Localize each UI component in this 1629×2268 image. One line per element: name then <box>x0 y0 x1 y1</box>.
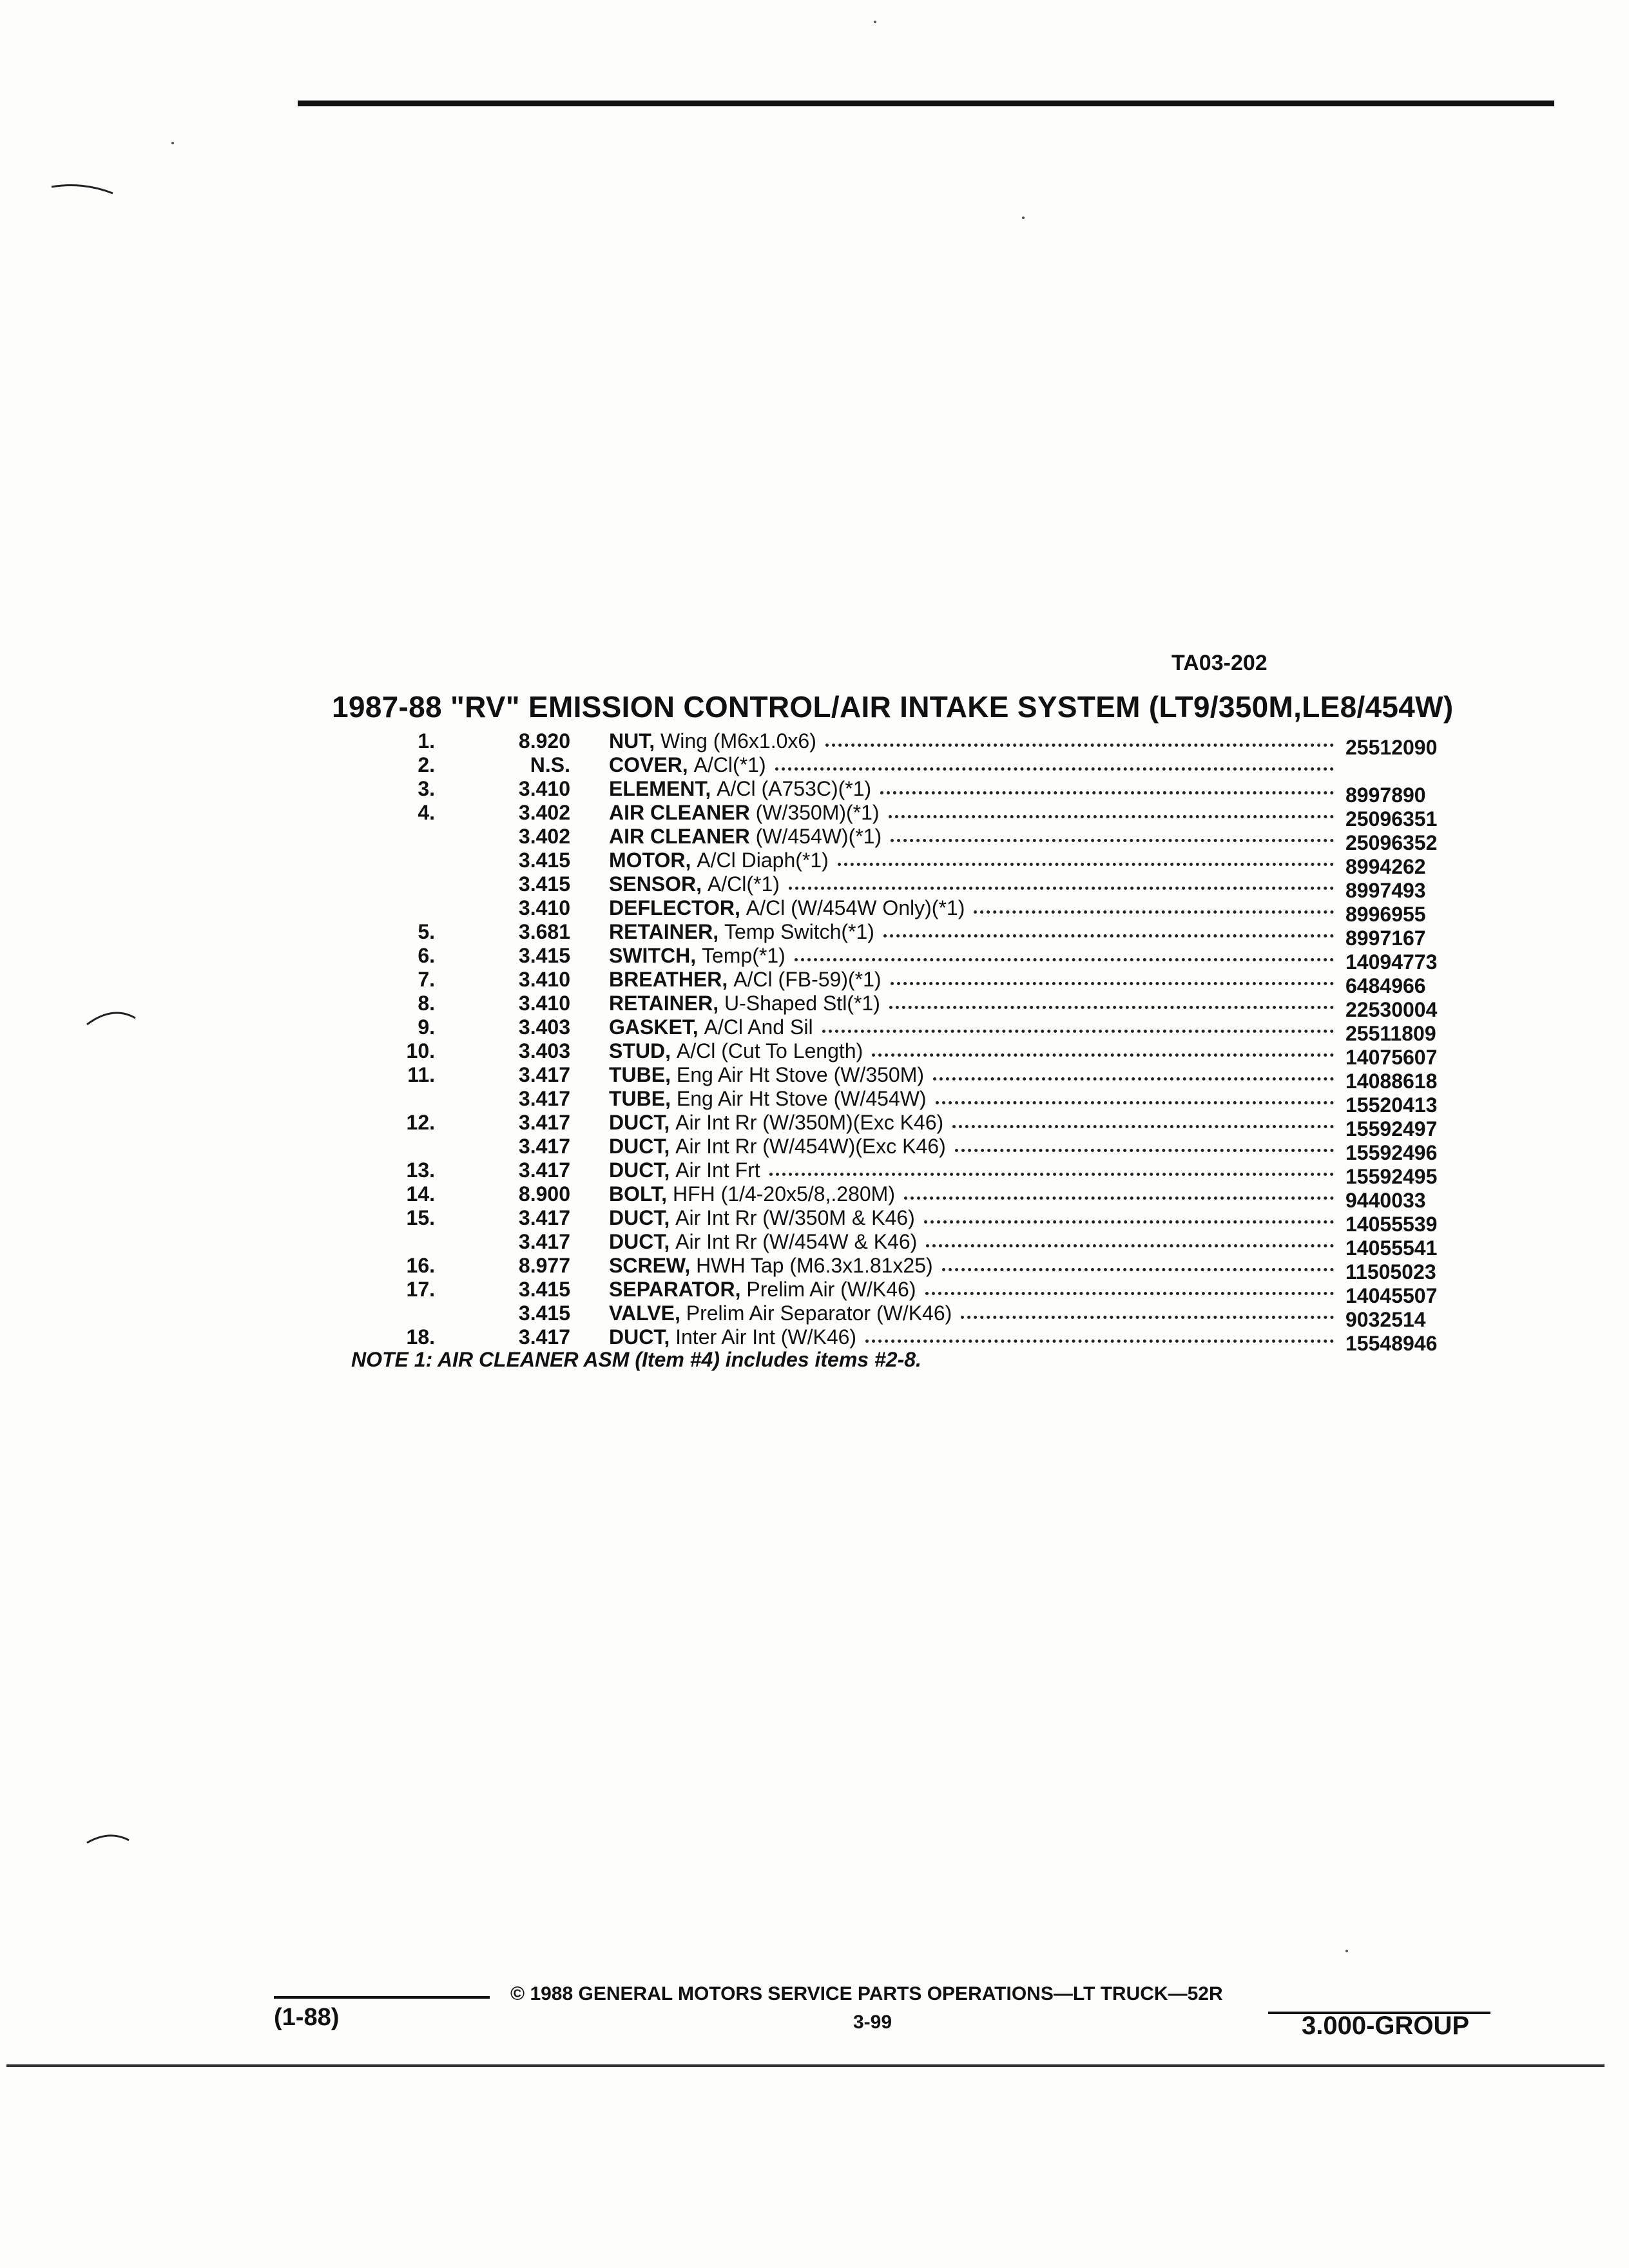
parts-list <box>361 729 1438 1355</box>
part-description <box>609 1015 1334 1039</box>
part-row <box>361 968 1426 997</box>
part-name: BREATHER, <box>609 968 728 991</box>
part-item-number: 15. <box>406 1206 435 1229</box>
part-name: STUD, <box>609 1039 671 1062</box>
part-group-number: 8.900 <box>518 1182 570 1206</box>
footer-group: 3.000-GROUP <box>1302 2012 1470 2040</box>
part-name: DUCT, <box>609 1135 670 1158</box>
dot-leader <box>904 1194 1334 1200</box>
part-row <box>361 944 1438 974</box>
footer-date-code: (1-88) <box>274 2004 340 2031</box>
part-detail: Air Int Rr (W/350M)(Exc K46) <box>675 1111 944 1134</box>
part-row <box>361 1063 1438 1093</box>
part-group-number: 3.415 <box>518 944 570 967</box>
part-detail: A/Cl(*1) <box>693 753 766 776</box>
part-number: 25512090 <box>1345 736 1438 759</box>
scan-speck <box>171 142 174 144</box>
part-description <box>609 1111 1334 1135</box>
part-detail: HWH Tap (M6.3x1.81x25) <box>696 1254 933 1277</box>
part-group-number: 3.410 <box>518 777 570 800</box>
footer-copyright: © 1988 GENERAL MOTORS SERVICE PARTS OPERATIONS—LT TRUCK—52R <box>510 1983 1223 2004</box>
part-row <box>361 849 1426 878</box>
part-detail: Air Int Rr (W/454W & K46) <box>675 1230 918 1253</box>
part-name: SCREW, <box>609 1254 691 1277</box>
part-description <box>609 1158 1334 1182</box>
part-description <box>609 825 1334 849</box>
part-number: 25096352 <box>1345 831 1438 854</box>
part-detail: A/Cl (FB-59)(*1) <box>733 968 882 991</box>
part-item-number: 5. <box>418 920 435 943</box>
dot-leader <box>883 932 1334 937</box>
part-detail: Inter Air Int (W/K46) <box>675 1325 857 1349</box>
part-group-number: 3.415 <box>518 1278 570 1301</box>
footer-rule-left <box>274 1996 490 1999</box>
part-number: 14088618 <box>1345 1070 1438 1093</box>
part-row <box>361 1158 1438 1188</box>
dot-leader <box>789 884 1334 890</box>
part-row <box>361 1230 1438 1260</box>
dot-leader <box>942 1265 1334 1271</box>
dot-leader <box>924 1218 1334 1224</box>
scan-speck <box>1345 1950 1348 1952</box>
part-group-number: 3.417 <box>518 1325 570 1349</box>
part-description <box>609 777 1334 801</box>
part-detail: A/Cl Diaph(*1) <box>697 849 829 872</box>
part-description <box>609 992 1334 1015</box>
part-group-number: 3.415 <box>518 1302 570 1325</box>
dot-leader <box>775 765 1334 771</box>
part-name: GASKET, <box>609 1015 699 1039</box>
part-item-number: 8. <box>418 992 435 1015</box>
part-name: BOLT, <box>609 1182 668 1206</box>
part-detail: Air Int Rr (W/350M & K46) <box>675 1206 915 1229</box>
part-number: 8996955 <box>1345 903 1426 926</box>
part-detail: Air Int Rr (W/454W)(Exc K46) <box>675 1135 946 1158</box>
part-number: 14055541 <box>1345 1236 1438 1260</box>
part-row <box>361 729 1438 759</box>
part-name: TUBE, <box>609 1087 671 1110</box>
part-description <box>609 896 1334 920</box>
part-item-number: 17. <box>406 1278 435 1301</box>
part-detail: Prelim Air (W/K46) <box>746 1278 916 1301</box>
part-name: SEPARATOR, <box>609 1278 741 1301</box>
part-number: 8997890 <box>1345 783 1426 807</box>
part-row <box>361 1254 1436 1283</box>
part-detail: A/Cl(*1) <box>707 872 780 896</box>
part-name: NUT, <box>609 729 655 753</box>
part-number: 15592497 <box>1345 1117 1438 1140</box>
part-row <box>361 1135 1438 1164</box>
part-item-number: 12. <box>406 1111 435 1134</box>
dot-leader <box>880 789 1334 794</box>
dot-leader <box>825 741 1334 747</box>
part-number: 8994262 <box>1345 855 1426 878</box>
part-group-number: 8.920 <box>518 729 570 753</box>
dot-leader <box>936 1099 1334 1104</box>
part-row <box>361 1302 1426 1331</box>
dot-leader <box>865 1337 1334 1343</box>
part-row <box>361 1325 1438 1355</box>
dot-leader <box>891 836 1334 842</box>
footer-page-number: 3-99 <box>853 2012 892 2033</box>
part-name: DUCT, <box>609 1111 670 1134</box>
part-row <box>361 872 1426 902</box>
part-name: AIR CLEANER <box>609 801 750 824</box>
dot-leader <box>955 1146 1334 1152</box>
part-item-number: 4. <box>418 801 435 824</box>
dot-leader <box>889 1003 1334 1009</box>
part-row <box>361 825 1438 854</box>
part-name: ELEMENT, <box>609 777 711 800</box>
part-name: COVER, <box>609 753 688 776</box>
dot-leader <box>925 1289 1335 1295</box>
dot-leader <box>889 812 1334 818</box>
part-group-number: 3.410 <box>518 896 570 919</box>
part-item-number: 18. <box>406 1325 435 1349</box>
part-number: 11505023 <box>1345 1260 1436 1283</box>
part-item-number: 7. <box>418 968 435 991</box>
part-group-number: 3.403 <box>518 1039 570 1062</box>
part-item-number: 11. <box>407 1063 435 1086</box>
part-item-number: 14. <box>406 1182 435 1206</box>
part-group-number: 3.417 <box>518 1135 570 1158</box>
part-description <box>609 1302 1334 1325</box>
part-name: DUCT, <box>609 1158 670 1182</box>
part-description <box>609 944 1334 968</box>
page-title: 1987-88 "RV" EMISSION CONTROL/AIR INTAKE SYSTEM (LT9/350M,LE8/454W) <box>332 690 1454 724</box>
part-description <box>609 1135 1334 1158</box>
part-number: 8997167 <box>1345 927 1426 950</box>
part-detail: A/Cl (A753C)(*1) <box>717 777 872 800</box>
part-detail: Prelim Air Separator (W/K46) <box>686 1302 952 1325</box>
part-name: DUCT, <box>609 1325 670 1349</box>
part-description <box>609 1278 1334 1302</box>
part-group-number: 3.681 <box>518 920 570 943</box>
part-description <box>609 1230 1334 1254</box>
part-group-number: 3.417 <box>518 1087 570 1110</box>
part-description <box>609 1325 1334 1349</box>
dot-leader <box>872 1051 1334 1057</box>
part-name: DUCT, <box>609 1206 670 1229</box>
part-number: 9440033 <box>1345 1189 1426 1212</box>
part-name: DEFLECTOR, <box>609 896 740 919</box>
part-item-number: 16. <box>406 1254 435 1277</box>
part-description <box>609 1063 1334 1087</box>
diagram-reference: TA03-202 <box>1171 651 1268 675</box>
part-group-number: N.S. <box>530 753 570 776</box>
part-group-number: 3.410 <box>518 992 570 1015</box>
part-item-number: 13. <box>406 1158 435 1182</box>
part-number: 15520413 <box>1345 1093 1438 1117</box>
part-number: 8997493 <box>1345 879 1426 902</box>
part-description <box>609 1087 1334 1111</box>
scan-smudge-mark <box>87 1013 135 1024</box>
bottom-rule <box>6 2064 1605 2067</box>
part-row <box>361 896 1426 926</box>
part-group-number: 3.417 <box>518 1063 570 1086</box>
part-number: 25511809 <box>1345 1022 1436 1045</box>
part-detail: A/Cl (Cut To Length) <box>676 1039 863 1062</box>
part-row <box>361 1111 1438 1140</box>
part-number: 14094773 <box>1345 950 1438 974</box>
part-row <box>361 753 1392 777</box>
part-description <box>609 1206 1334 1230</box>
part-description <box>609 1254 1334 1278</box>
part-name: SENSOR, <box>609 872 702 896</box>
part-number: 22530004 <box>1345 998 1438 1021</box>
part-detail: Eng Air Ht Stove (W/454W) <box>676 1087 927 1110</box>
part-group-number: 3.410 <box>518 968 570 991</box>
part-detail: Air Int Frt <box>675 1158 760 1182</box>
part-number: 15548946 <box>1345 1332 1438 1355</box>
part-detail: Wing (M6x1.0x6) <box>660 729 816 753</box>
part-row <box>361 992 1438 1021</box>
part-group-number: 3.417 <box>518 1158 570 1182</box>
part-group-number: 3.415 <box>518 849 570 872</box>
part-group-number: 3.417 <box>518 1111 570 1134</box>
part-group-number: 3.402 <box>518 825 570 848</box>
dot-leader <box>795 956 1334 961</box>
part-group-number: 8.977 <box>518 1254 570 1277</box>
part-number: 15592496 <box>1345 1141 1438 1164</box>
scan-smudge-mark <box>87 1836 129 1843</box>
part-row <box>361 1039 1438 1069</box>
part-item-number: 6. <box>418 944 435 967</box>
part-name: SWITCH, <box>609 944 697 967</box>
part-number: 9032514 <box>1345 1308 1426 1331</box>
part-description <box>609 753 1334 777</box>
dot-leader <box>926 1242 1334 1247</box>
part-detail: Temp Switch(*1) <box>724 920 874 943</box>
part-row <box>361 920 1426 950</box>
part-description <box>609 849 1334 872</box>
part-detail: Temp(*1) <box>701 944 786 967</box>
dot-leader <box>769 1170 1334 1176</box>
part-group-number: 3.415 <box>518 872 570 896</box>
part-item-number: 9. <box>418 1015 435 1039</box>
dot-leader <box>838 860 1334 866</box>
part-detail: (W/350M)(*1) <box>755 801 880 824</box>
dot-leader <box>952 1122 1334 1128</box>
part-row <box>361 1182 1426 1212</box>
part-row <box>361 1015 1436 1045</box>
part-detail: HFH (1/4-20x5/8,.280M) <box>672 1182 895 1206</box>
part-row <box>361 1206 1438 1236</box>
part-detail: A/Cl And Sil <box>704 1015 813 1039</box>
part-detail: Eng Air Ht Stove (W/350M) <box>676 1063 925 1086</box>
footnote: NOTE 1: AIR CLEANER ASM (Item #4) includes items #2-8. <box>351 1348 921 1371</box>
scan-smudge-mark <box>52 186 113 193</box>
part-group-number: 3.403 <box>518 1015 570 1039</box>
part-item-number: 3. <box>418 777 435 800</box>
part-description <box>609 968 1334 992</box>
part-detail: A/Cl (W/454W Only)(*1) <box>746 896 965 919</box>
part-number: 14075607 <box>1345 1046 1438 1069</box>
part-item-number: 2. <box>418 753 435 776</box>
scan-speck <box>1022 216 1025 219</box>
scan-speck <box>874 21 876 23</box>
part-item-number: 1. <box>418 729 435 753</box>
part-number: 25096351 <box>1345 807 1438 831</box>
part-description <box>609 729 1334 753</box>
dot-leader <box>961 1313 1334 1319</box>
part-detail: U-Shaped Stl(*1) <box>724 992 880 1015</box>
part-group-number: 3.402 <box>518 801 570 824</box>
part-row <box>361 777 1426 807</box>
part-name: DUCT, <box>609 1230 670 1253</box>
part-row <box>361 1278 1438 1307</box>
part-number: 14045507 <box>1345 1284 1438 1307</box>
dot-leader <box>933 1075 1334 1081</box>
part-name: TUBE, <box>609 1063 671 1086</box>
part-number: 15592495 <box>1345 1165 1438 1188</box>
part-name: MOTOR, <box>609 849 691 872</box>
part-description <box>609 1182 1334 1206</box>
part-detail: (W/454W)(*1) <box>755 825 882 848</box>
part-group-number: 3.417 <box>518 1230 570 1253</box>
part-row <box>361 1087 1438 1117</box>
dot-leader <box>891 979 1334 985</box>
part-name: RETAINER, <box>609 992 719 1015</box>
part-number: 6484966 <box>1345 974 1426 997</box>
part-row <box>361 801 1438 831</box>
part-name: VALVE, <box>609 1302 680 1325</box>
part-number: 14055539 <box>1345 1213 1438 1236</box>
dot-leader <box>822 1027 1334 1033</box>
dot-leader <box>974 908 1334 914</box>
part-name: AIR CLEANER <box>609 825 750 848</box>
part-item-number: 10. <box>406 1039 435 1062</box>
part-group-number: 3.417 <box>518 1206 570 1229</box>
part-description <box>609 872 1334 896</box>
part-name: RETAINER, <box>609 920 719 943</box>
part-description <box>609 920 1334 944</box>
part-description <box>609 1039 1334 1063</box>
part-description <box>609 801 1334 825</box>
